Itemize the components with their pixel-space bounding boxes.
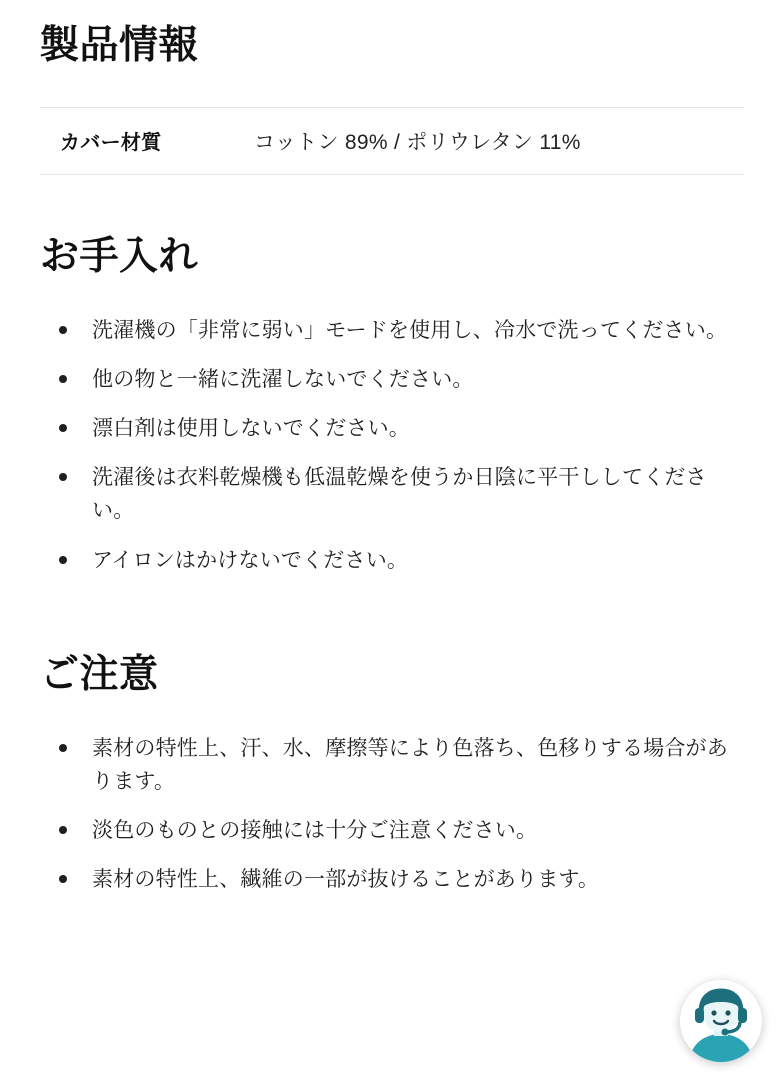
support-agent-avatar-icon [680,980,762,1062]
list-item: 漂白剤は使用しないでください。 [40,412,744,445]
spec-value: コットン 89% / ポリウレタン 11% [254,130,581,154]
list-item: 素材の特性上、繊維の一部が抜けることがあります。 [40,863,744,896]
list-item: 洗濯後は衣料乾燥機も低温乾燥を使うか日陰に平干ししてください。 [40,461,744,527]
product-spec-table [40,107,744,175]
list-item: 淡色のものとの接触には十分ご注意ください。 [40,814,744,847]
list-item: アイロンはかけないでください。 [40,544,744,577]
caution-section-title: ご注意 [40,652,159,696]
list-item: 他の物と一緒に洗濯しないでください。 [40,363,744,396]
caution-list [40,732,744,897]
table-row [40,107,744,174]
list-item: 素材の特性上、汗、水、摩擦等により色落ち、色移りする場合があります。 [40,732,744,798]
chat-support-button[interactable] [680,980,762,1062]
spec-label: カバー材質 [60,132,162,155]
page-title: 製品情報 [40,24,199,67]
care-section-title: お手入れ [40,234,199,278]
care-instructions-list [40,314,744,577]
list-item: 洗濯機の「非常に弱い」モードを使用し、冷水で洗ってください。 [40,314,744,347]
